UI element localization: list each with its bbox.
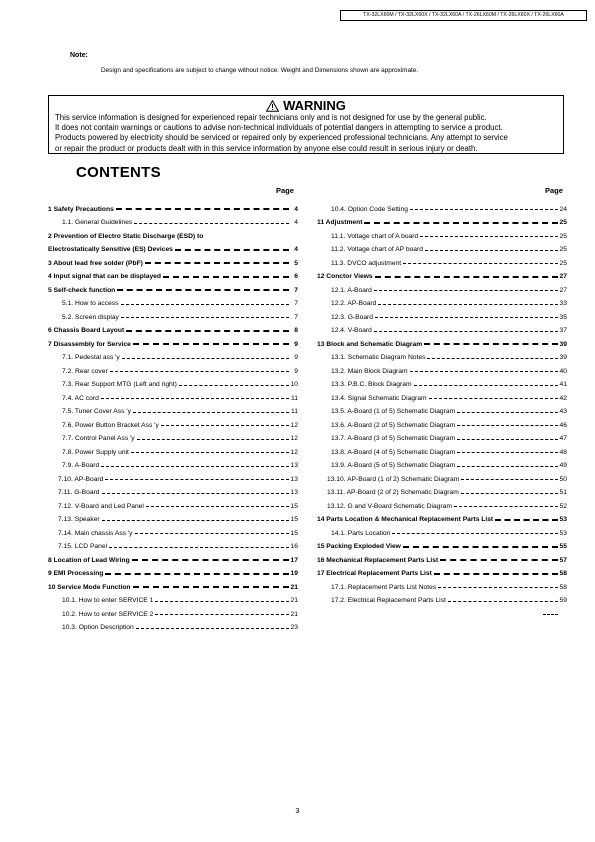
- toc-entry-title: 17.2. Electrical Replacement Parts List: [331, 597, 446, 604]
- dot-leader: [101, 398, 289, 399]
- toc-entry-title: 10.3. Option Description: [62, 624, 134, 631]
- toc-entry-title: 5 Self-check function: [48, 286, 116, 294]
- dot-leader: [105, 479, 289, 480]
- toc-subsection-entry[interactable]: [317, 415, 567, 429]
- toc-page-number: 13: [290, 475, 298, 483]
- toc-section-entry[interactable]: [317, 537, 567, 551]
- dot-leader: [109, 547, 289, 548]
- toc-subsection-entry[interactable]: [48, 604, 298, 618]
- toc-subsection-entry[interactable]: [48, 294, 298, 308]
- dot-leader: [454, 506, 558, 507]
- dot-leader: [133, 586, 290, 588]
- toc-page-number: 50: [559, 475, 567, 483]
- model-header: TX-32LX60M / TX-32LX60X / TX-32LX60A / TX-26LX60M / TX-26LX60X / TX-26LX60A: [340, 10, 587, 21]
- dot-leader: [364, 222, 558, 224]
- toc-section-entry[interactable]: [48, 267, 298, 281]
- toc-subsection-entry[interactable]: [48, 429, 298, 443]
- toc-entry-title: 7.1. Pedestal ass 'y: [62, 354, 120, 361]
- toc-entry-title: 11.3. DVCO adjustment: [331, 259, 402, 267]
- dot-leader: [135, 533, 290, 534]
- dot-leader: [425, 250, 558, 251]
- toc-entry-title: 11.1. Voltage chart of A board: [331, 232, 419, 240]
- toc-subsection-entry[interactable]: [48, 469, 298, 483]
- dot-leader: [133, 343, 289, 345]
- toc-entry-title: 13.3. P.B.C. Block Diagram: [331, 381, 412, 388]
- toc-entry-title: 13.9. A-Board (5 of 5) Schematic Diagram: [331, 462, 456, 469]
- dot-leader: [155, 601, 289, 602]
- toc-subsection-entry[interactable]: [48, 375, 298, 389]
- dot-leader: [132, 559, 289, 561]
- toc-page-number: 9: [294, 340, 298, 348]
- dot-leader: [440, 559, 558, 561]
- toc-subsection-entry[interactable]: [317, 294, 567, 308]
- toc-subsection-entry[interactable]: [317, 402, 567, 416]
- toc-page-number: 33: [559, 300, 567, 307]
- toc-page-number: 17: [290, 556, 298, 564]
- dot-leader: [161, 425, 289, 426]
- toc-page-number: 39: [559, 354, 567, 361]
- dot-leader: [448, 601, 558, 602]
- toc-page-number: 55: [559, 543, 567, 550]
- toc-page-number: 27: [559, 286, 567, 294]
- toc-subsection-entry[interactable]: [317, 456, 567, 470]
- dot-leader: [163, 276, 289, 278]
- toc-page-number: 47: [559, 435, 567, 442]
- note-label: Note:: [70, 52, 88, 59]
- dot-leader: [134, 223, 289, 224]
- toc-page-number: 7: [294, 313, 298, 321]
- toc-entry-title: 11.2. Voltage chart of AP board: [331, 246, 423, 253]
- toc-entry-title: 12 Conctor Views: [317, 273, 373, 280]
- toc-entry-title: 3 About lead free solder (PbF): [48, 259, 143, 267]
- toc-entry-title: 12.4. V-Board: [331, 327, 372, 334]
- toc-page-number: 35: [559, 313, 567, 321]
- dot-leader: [414, 385, 558, 386]
- toc-subsection-entry[interactable]: [48, 402, 298, 416]
- toc-entry-title: 7.7. Control Panel Ass 'y: [62, 435, 135, 442]
- toc-entry-title: 15 Packing Exploded View: [317, 543, 401, 550]
- toc-section-entry[interactable]: [48, 253, 298, 267]
- dot-leader: [136, 628, 289, 629]
- dot-leader: [457, 425, 558, 426]
- toc-entry-title: 13.5. A-Board (1 of 5) Schematic Diagram: [331, 408, 456, 415]
- toc-page-number: 10: [290, 381, 298, 388]
- toc-page-number: 57: [559, 556, 567, 564]
- dot-leader: [175, 249, 289, 251]
- dot-leader: [427, 358, 558, 359]
- toc-entry-title: 10.4. Option Code Setting: [331, 205, 408, 213]
- toc-entry-title: 10.2. How to enter SERVICE 2: [62, 610, 154, 618]
- toc-entry-title: 7.5. Tuner Cover Ass 'y: [62, 408, 131, 415]
- page-column-label-right: Page: [545, 186, 563, 195]
- toc-section-entry[interactable]: [48, 577, 298, 591]
- dot-leader: [116, 208, 289, 210]
- toc-subsection-entry[interactable]: [317, 429, 567, 443]
- toc-subsection-entry[interactable]: [317, 240, 567, 254]
- toc-subsection-entry[interactable]: [317, 577, 567, 591]
- toc-page-number: 24: [559, 205, 567, 213]
- dot-leader: [131, 452, 289, 453]
- toc-page-number: 49: [559, 462, 567, 469]
- toc-subsection-entry[interactable]: [317, 496, 567, 510]
- toc-page-number: 9: [294, 367, 298, 375]
- toc-section-entry[interactable]: [48, 280, 298, 294]
- warning-text: [55, 113, 559, 154]
- toc-entry-title: 12.2. AP-Board: [331, 300, 377, 307]
- toc-left-column: [48, 199, 298, 631]
- toc-subsection-entry[interactable]: [48, 361, 298, 375]
- toc-subsection-entry[interactable]: [317, 199, 567, 213]
- toc-section-entry[interactable]: [317, 267, 567, 281]
- toc-page-number: 15: [290, 529, 298, 537]
- dot-leader: [392, 533, 558, 534]
- contents-title: CONTENTS: [76, 164, 161, 181]
- toc-subsection-entry[interactable]: [317, 280, 567, 294]
- toc-entry-title: 12.3. G-Board: [331, 313, 374, 321]
- toc-entry-title: 17.1. Replacement Parts List Notes: [331, 583, 437, 591]
- toc-entry-title: 17 Electrical Replacement Parts List: [317, 570, 432, 577]
- toc-section-entry[interactable]: [317, 334, 567, 348]
- dot-leader: [105, 573, 289, 575]
- toc-subsection-entry[interactable]: [48, 307, 298, 321]
- toc-entry-title: 6 Chassis Board Layout: [48, 327, 125, 334]
- toc-page-number: 53: [559, 516, 567, 523]
- toc-entry-title: 5.1. How to access: [62, 300, 119, 307]
- toc-page-number: 12: [290, 421, 298, 429]
- dot-leader: [461, 479, 558, 480]
- toc-entry-title: 7.11. G-Board: [58, 489, 100, 496]
- toc-subsection-entry[interactable]: [48, 415, 298, 429]
- toc-section-entry[interactable]: [48, 199, 298, 213]
- toc-section-entry[interactable]: [48, 334, 298, 348]
- toc-entry-title: 13.10. AP-Board (1 of 2) Schematic Diagram: [327, 475, 460, 483]
- dot-leader: [438, 587, 558, 588]
- toc-subsection-entry[interactable]: [48, 510, 298, 524]
- toc-entry-title: 11 Adjustment: [317, 219, 363, 226]
- toc-subsection-entry[interactable]: [317, 321, 567, 335]
- toc-entry-title: 1.1. General Guidelines: [62, 219, 133, 226]
- toc-section-entry[interactable]: [317, 510, 567, 524]
- toc-entry-title: 13.6. A-Board (2 of 5) Schematic Diagram: [331, 421, 456, 429]
- toc-subsection-entry[interactable]: [317, 442, 567, 456]
- toc-entry-title: 13.8. A-Board (4 of 5) Schematic Diagram: [331, 448, 456, 456]
- toc-page-number: 4: [294, 205, 298, 213]
- dot-leader: [122, 358, 289, 359]
- toc-entry-title: 7.2. Rear cover: [62, 367, 108, 375]
- toc-subsection-entry[interactable]: [48, 591, 298, 605]
- dot-leader: [121, 317, 289, 318]
- toc-subsection-entry[interactable]: [317, 307, 567, 321]
- toc-section-entry[interactable]: [48, 550, 298, 564]
- toc-page-number: 42: [559, 394, 567, 402]
- toc-entry-title: 13.4. Signal Schematic Diagram: [331, 394, 427, 402]
- toc-page-number: 4: [294, 219, 298, 226]
- dot-leader: [102, 520, 289, 521]
- toc-entry-title: 13.12. G and V-Board Schematic Diagram: [327, 502, 452, 510]
- dot-leader: [410, 371, 558, 372]
- toc-right-column: [317, 199, 567, 604]
- toc-page-number: 52: [559, 502, 567, 510]
- dot-leader: [145, 262, 289, 264]
- toc-entry-title: 7 Disassembly for Service: [48, 340, 131, 348]
- dot-leader: [457, 439, 558, 440]
- toc-page-number: 13: [290, 462, 298, 469]
- toc-subsection-entry[interactable]: [48, 348, 298, 362]
- toc-page-number: 11: [291, 394, 298, 402]
- toc-page-number: 19: [290, 570, 298, 577]
- page-number: 3: [295, 806, 300, 815]
- toc-entry-title: 7.3. Rear Support MTG (Left and right): [62, 381, 177, 388]
- toc-page-number: 21: [290, 610, 298, 618]
- toc-entry-title: 12.1. A-Board: [331, 286, 372, 294]
- dot-leader: [133, 412, 289, 413]
- toc-page-number: 12: [290, 448, 298, 456]
- toc-subsection-entry[interactable]: [48, 213, 298, 227]
- toc-subsection-entry[interactable]: [317, 591, 567, 605]
- toc-section-entry[interactable]: [317, 213, 567, 227]
- toc-page-number: 16: [290, 543, 298, 550]
- toc-subsection-entry[interactable]: [48, 388, 298, 402]
- warning-line: or repair the product or products dealt with in this service information by anyone else could result in serious injury or death.: [55, 143, 478, 153]
- toc-subsection-entry[interactable]: [317, 361, 567, 375]
- dot-leader: [179, 385, 289, 386]
- dot-leader: [403, 263, 558, 264]
- toc-section-entry[interactable]: [317, 564, 567, 578]
- toc-entry-title: 5.2. Screen display: [62, 313, 119, 321]
- toc-page-number: 37: [559, 327, 567, 334]
- toc-subsection-entry[interactable]: [317, 388, 567, 402]
- toc-page-number: 41: [559, 381, 567, 388]
- toc-page-number: 12: [290, 435, 298, 442]
- toc-page-number: 43: [559, 408, 567, 415]
- toc-page-number: 9: [294, 354, 298, 361]
- dot-leader: [461, 493, 558, 494]
- dot-leader: [457, 466, 558, 467]
- toc-entry-title: 13.2. Main Block Diagram: [331, 367, 408, 375]
- warning-box: [48, 95, 564, 154]
- dot-leader: [375, 317, 558, 318]
- toc-subsection-entry[interactable]: [48, 618, 298, 632]
- toc-entry-title: 14 Parts Location & Mechanical Replacement Parts List: [317, 516, 494, 523]
- toc-entry-title: 7.6. Power Button Bracket Ass 'y: [62, 421, 159, 429]
- dot-leader: [495, 519, 558, 521]
- toc-page-number: 25: [559, 246, 567, 253]
- toc-subsection-entry[interactable]: [317, 375, 567, 389]
- dot-leader: [146, 506, 289, 507]
- dot-leader: [101, 466, 289, 467]
- toc-entry-title: 9 EMI Processing: [48, 570, 104, 577]
- toc-entry-title: 7.12. V-Board and Led Panel: [58, 502, 144, 510]
- toc-entry-title: 4 Input signal that can be displayed: [48, 273, 161, 280]
- dot-leader: [457, 412, 558, 413]
- toc-entry-title: 7.4. AC cord: [62, 394, 99, 402]
- toc-page-number: 59: [559, 597, 567, 604]
- toc-subsection-entry[interactable]: [48, 523, 298, 537]
- toc-page-number: 5: [294, 259, 298, 267]
- toc-page-number: 46: [559, 421, 567, 429]
- dot-leader: [137, 439, 289, 440]
- toc-section-entry[interactable]: [48, 564, 298, 578]
- toc-page-number: 15: [290, 516, 298, 523]
- toc-entry-title: 7.14. Main chassis Ass 'y: [58, 529, 133, 537]
- toc-page-number: 58: [559, 570, 567, 577]
- toc-section-entry[interactable]: [48, 321, 298, 335]
- toc-entry-title: 14.1. Parts Location: [331, 529, 391, 537]
- toc-entry-title: Electrostatically Sensitive (ES) Devices: [48, 246, 173, 253]
- toc-subsection-entry[interactable]: [317, 253, 567, 267]
- dot-leader-fragment: [543, 614, 558, 615]
- dot-leader: [126, 330, 289, 332]
- toc-page-number: 4: [294, 246, 298, 253]
- toc-page-number: 13: [290, 489, 298, 496]
- dot-leader: [429, 398, 558, 399]
- toc-entry-title: 7.10. AP-Board: [58, 475, 104, 483]
- dot-leader: [102, 493, 289, 494]
- dot-leader: [121, 304, 290, 305]
- toc-subsection-entry[interactable]: [48, 442, 298, 456]
- toc-page-number: 51: [559, 489, 567, 496]
- toc-entry-title: 7.9. A-Board: [62, 462, 100, 469]
- toc-section-entry[interactable]: [48, 240, 298, 254]
- toc-page-number: 53: [559, 529, 567, 537]
- toc-entry-title: 7.15. LCD Panel: [58, 543, 108, 550]
- dot-leader: [375, 276, 558, 278]
- dot-leader: [424, 343, 558, 345]
- toc-page-number: 25: [559, 219, 567, 226]
- toc-subsection-entry[interactable]: [48, 456, 298, 470]
- dot-leader: [155, 614, 289, 615]
- toc-page-number: 25: [559, 232, 567, 240]
- toc-entry-title: 13.11. AP-Board (2 of 2) Schematic Diagram: [327, 489, 459, 496]
- toc-entry-title: 1 Safety Precautions: [48, 205, 114, 213]
- toc-page-number: 7: [294, 300, 298, 307]
- dot-leader: [434, 573, 558, 575]
- toc-subsection-entry[interactable]: [48, 537, 298, 551]
- dot-leader: [110, 371, 289, 372]
- page-column-label-left: Page: [276, 186, 294, 195]
- dot-leader: [457, 452, 558, 453]
- toc-page-number: 27: [559, 273, 567, 280]
- toc-page-number: 21: [290, 597, 298, 604]
- dot-leader: [117, 289, 289, 291]
- toc-page-number: 6: [294, 273, 298, 280]
- dot-leader: [378, 304, 558, 305]
- dot-leader: [420, 236, 558, 237]
- dot-leader: [374, 290, 558, 291]
- toc-page-number: 48: [559, 448, 567, 456]
- toc-entry-title: 13.7. A-Board (3 of 5) Schematic Diagram: [331, 435, 456, 442]
- toc-page-number: 25: [559, 259, 567, 267]
- toc-entry-title: 8 Location of Lead Wiring: [48, 556, 130, 564]
- toc-section-entry[interactable]: [48, 226, 298, 240]
- note-text: Design and specifications are subject to change without notice. Weight and Dimensions shown are approximate.: [101, 67, 419, 74]
- toc-entry-title: 10 Service Mode Function: [48, 583, 131, 591]
- toc-page-number: 15: [290, 502, 298, 510]
- toc-entry-title: 7.8. Power Supply unit: [62, 448, 129, 456]
- toc-subsection-entry[interactable]: [317, 348, 567, 362]
- toc-entry-title: 13.1. Schematic Diagram Notes: [331, 354, 426, 361]
- dot-leader: [410, 209, 558, 210]
- toc-page-number: 40: [559, 367, 567, 375]
- toc-subsection-entry[interactable]: [317, 226, 567, 240]
- toc-subsection-entry[interactable]: [48, 496, 298, 510]
- warning-line: It does not contain warnings or cautions to advise non-technical individuals of potential dangers in attempting to service a product.: [55, 123, 503, 133]
- toc-entry-title: 10.1. How to enter SERVICE 1: [62, 597, 154, 604]
- toc-page-number: 21: [290, 583, 298, 591]
- toc-subsection-entry[interactable]: [317, 483, 567, 497]
- toc-section-entry[interactable]: [317, 550, 567, 564]
- toc-page-number: 7: [294, 286, 298, 294]
- toc-entry-title: 13 Block and Schematic Diagram: [317, 340, 423, 348]
- warning-line: This service information is designed for experienced repair technicians only and is not designed for use by the general public.: [55, 113, 487, 122]
- dot-leader: [374, 331, 558, 332]
- toc-entry-title: 7.13. Speaker: [58, 516, 100, 523]
- toc-page-number: 39: [559, 340, 567, 348]
- toc-page-number: 8: [294, 327, 298, 334]
- warning-title: WARNING: [283, 98, 346, 113]
- toc-page-number: 58: [559, 583, 567, 591]
- toc-entry-title: 16 Mechanical Replacement Parts List: [317, 556, 439, 564]
- toc-subsection-entry[interactable]: [48, 483, 298, 497]
- toc-page-number: 11: [291, 408, 298, 415]
- dot-leader: [403, 546, 558, 548]
- warning-line: Products powered by electricity should be serviced or repaired only by experienced professional technicians. Any attempt to service: [55, 133, 508, 143]
- toc-page-number: 23: [290, 624, 298, 631]
- toc-subsection-entry[interactable]: [317, 523, 567, 537]
- toc-subsection-entry[interactable]: [317, 469, 567, 483]
- toc-entry-title: 2 Prevention of Electro Static Discharge (ESD) to: [48, 232, 204, 240]
